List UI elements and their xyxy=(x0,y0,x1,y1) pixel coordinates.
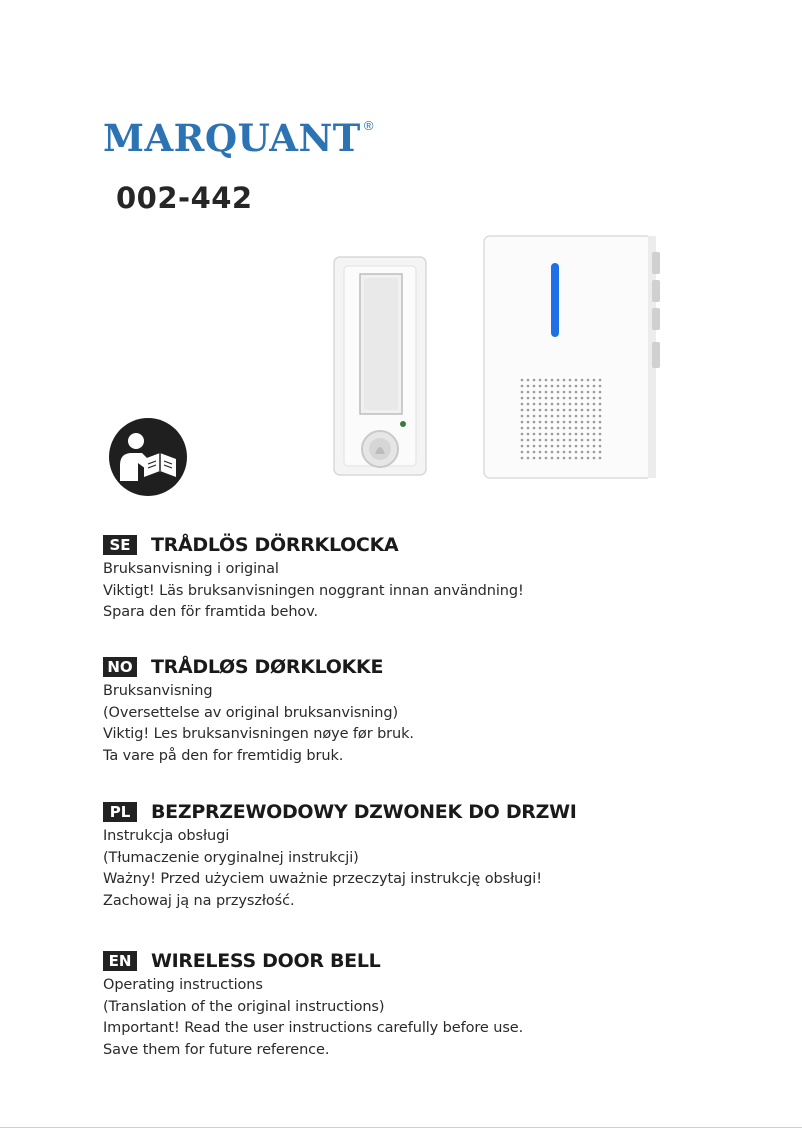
speaker-hole xyxy=(551,385,554,388)
speaker-hole xyxy=(539,427,542,430)
speaker-hole xyxy=(557,409,560,412)
section-line: Zachowaj ją na przyszłość. xyxy=(103,892,295,909)
speaker-hole xyxy=(539,385,542,388)
speaker-hole xyxy=(527,457,530,460)
speaker-hole xyxy=(545,451,548,454)
speaker-hole xyxy=(587,379,590,382)
section-line: Bruksanvisning i original xyxy=(103,561,279,577)
speaker-hole xyxy=(521,427,524,430)
speaker-hole xyxy=(581,421,584,424)
speaker-hole xyxy=(563,427,566,430)
speaker-hole xyxy=(557,397,560,400)
speaker-hole xyxy=(527,415,530,418)
speaker-hole xyxy=(545,457,548,460)
speaker-hole xyxy=(563,385,566,388)
speaker-hole xyxy=(563,379,566,382)
speaker-hole xyxy=(527,391,530,394)
speaker-hole xyxy=(557,421,560,424)
speaker-hole xyxy=(533,409,536,412)
speaker-hole xyxy=(599,457,602,460)
speaker-hole xyxy=(527,379,530,382)
speaker-hole xyxy=(527,409,530,412)
speaker-hole xyxy=(533,457,536,460)
speaker-hole xyxy=(557,439,560,442)
section-line: Operating instructions xyxy=(103,977,263,993)
speaker-hole xyxy=(587,421,590,424)
speaker-hole xyxy=(575,427,578,430)
speaker-hole xyxy=(593,409,596,412)
speaker-hole xyxy=(593,403,596,406)
speaker-hole xyxy=(527,403,530,406)
speaker-hole xyxy=(539,451,542,454)
language-badge-no: NO xyxy=(103,657,137,677)
speaker-hole xyxy=(539,433,542,436)
section-se xyxy=(103,532,524,624)
speaker-hole xyxy=(545,409,548,412)
speaker-hole xyxy=(545,385,548,388)
speaker-hole xyxy=(599,409,602,412)
speaker-hole xyxy=(539,457,542,460)
registered-mark: ® xyxy=(363,118,374,133)
speaker-hole xyxy=(539,397,542,400)
speaker-hole xyxy=(599,427,602,430)
speaker-hole xyxy=(545,391,548,394)
speaker-hole xyxy=(533,385,536,388)
section-title-pl: BEZPRZEWODOWY DZWONEK DO DRZWI xyxy=(151,801,577,823)
speaker-hole xyxy=(533,427,536,430)
speaker-hole xyxy=(563,457,566,460)
section-title-en: WIRELESS DOOR BELL xyxy=(151,950,381,972)
speaker-hole xyxy=(521,457,524,460)
speaker-hole xyxy=(599,445,602,448)
speaker-hole xyxy=(569,391,572,394)
speaker-hole xyxy=(599,403,602,406)
doorbell-product-image xyxy=(330,230,670,490)
speaker-hole xyxy=(587,445,590,448)
speaker-hole xyxy=(599,451,602,454)
speaker-hole xyxy=(569,379,572,382)
receiver-chime-unit xyxy=(484,236,660,478)
speaker-hole xyxy=(563,409,566,412)
section-line: (Translation of the original instructions) xyxy=(103,998,385,1015)
speaker-hole xyxy=(521,397,524,400)
speaker-hole xyxy=(581,409,584,412)
speaker-hole xyxy=(593,415,596,418)
brand-logo xyxy=(103,112,373,164)
speaker-hole xyxy=(581,403,584,406)
speaker-hole xyxy=(575,391,578,394)
speaker-hole xyxy=(587,433,590,436)
brand-name: MARQUANT xyxy=(103,116,361,160)
speaker-hole xyxy=(569,397,572,400)
speaker-hole xyxy=(569,421,572,424)
speaker-hole xyxy=(587,451,590,454)
speaker-hole xyxy=(575,415,578,418)
speaker-hole xyxy=(563,451,566,454)
speaker-hole xyxy=(545,397,548,400)
speaker-hole xyxy=(551,391,554,394)
speaker-hole xyxy=(551,427,554,430)
speaker-hole xyxy=(551,439,554,442)
speaker-hole xyxy=(533,397,536,400)
read-manual-icon xyxy=(108,417,188,497)
speaker-hole xyxy=(575,445,578,448)
speaker-hole xyxy=(521,379,524,382)
speaker-hole xyxy=(557,379,560,382)
speaker-hole xyxy=(599,421,602,424)
speaker-hole xyxy=(593,379,596,382)
speaker-hole xyxy=(569,403,572,406)
speaker-hole xyxy=(563,433,566,436)
section-line: (Oversettelse av original bruksanvisning) xyxy=(103,704,399,721)
speaker-hole xyxy=(587,385,590,388)
speaker-hole xyxy=(569,451,572,454)
section-title-se: TRÅDLÖS DÖRRKLOCKA xyxy=(151,534,399,556)
speaker-hole xyxy=(563,397,566,400)
speaker-hole xyxy=(521,421,524,424)
section-title-no: TRÅDLØS DØRKLOKKE xyxy=(151,656,384,678)
speaker-hole xyxy=(593,433,596,436)
section-line: Ta vare på den for fremtidig bruk. xyxy=(103,747,344,764)
speaker-hole xyxy=(569,445,572,448)
speaker-hole xyxy=(581,445,584,448)
section-en xyxy=(103,948,523,1061)
speaker-hole xyxy=(533,439,536,442)
section-line: Viktigt! Läs bruksanvisningen noggrant innan användning! xyxy=(103,582,524,599)
speaker-hole xyxy=(545,415,548,418)
page-bottom-rule xyxy=(0,1127,802,1128)
speaker-hole xyxy=(539,403,542,406)
speaker-hole xyxy=(539,409,542,412)
speaker-hole xyxy=(539,421,542,424)
section-line: Bruksanvisning xyxy=(103,683,213,699)
speaker-hole xyxy=(521,433,524,436)
speaker-hole xyxy=(569,415,572,418)
speaker-hole xyxy=(599,391,602,394)
speaker-hole xyxy=(599,415,602,418)
speaker-hole xyxy=(533,445,536,448)
speaker-hole xyxy=(521,391,524,394)
speaker-hole xyxy=(557,403,560,406)
speaker-hole xyxy=(581,391,584,394)
speaker-hole xyxy=(569,409,572,412)
speaker-hole xyxy=(593,451,596,454)
speaker-hole xyxy=(593,397,596,400)
speaker-hole xyxy=(587,397,590,400)
speaker-hole xyxy=(581,415,584,418)
speaker-hole xyxy=(545,433,548,436)
section-no xyxy=(103,654,414,767)
speaker-hole xyxy=(587,427,590,430)
speaker-hole xyxy=(551,457,554,460)
speaker-hole xyxy=(539,391,542,394)
speaker-hole xyxy=(527,427,530,430)
speaker-hole xyxy=(557,445,560,448)
section-line: (Tłumaczenie oryginalnej instrukcji) xyxy=(103,849,359,866)
speaker-hole xyxy=(527,397,530,400)
speaker-hole xyxy=(599,439,602,442)
speaker-hole xyxy=(521,415,524,418)
speaker-hole xyxy=(581,397,584,400)
section-line: Viktig! Les bruksanvisningen nøye før bruk. xyxy=(103,726,414,742)
section-line: Ważny! Przed użyciem uważnie przeczytaj instrukcję obsługi! xyxy=(103,871,542,887)
language-badge-en: EN xyxy=(103,951,137,971)
speaker-hole xyxy=(593,427,596,430)
speaker-hole xyxy=(575,397,578,400)
speaker-hole xyxy=(551,403,554,406)
speaker-hole xyxy=(545,445,548,448)
speaker-hole xyxy=(557,427,560,430)
speaker-hole xyxy=(587,439,590,442)
speaker-hole xyxy=(575,403,578,406)
speaker-hole xyxy=(575,409,578,412)
speaker-hole xyxy=(575,385,578,388)
speaker-hole xyxy=(575,379,578,382)
speaker-hole xyxy=(539,379,542,382)
section-line: Spara den för framtida behov. xyxy=(103,604,319,620)
speaker-hole xyxy=(527,439,530,442)
speaker-hole xyxy=(539,439,542,442)
speaker-hole xyxy=(557,433,560,436)
speaker-hole xyxy=(587,457,590,460)
speaker-hole xyxy=(533,403,536,406)
speaker-hole xyxy=(533,451,536,454)
speaker-hole xyxy=(551,445,554,448)
speaker-hole xyxy=(593,439,596,442)
speaker-hole xyxy=(557,451,560,454)
speaker-hole xyxy=(581,457,584,460)
language-badge-pl: PL xyxy=(103,802,137,822)
speaker-hole xyxy=(587,403,590,406)
speaker-hole xyxy=(563,445,566,448)
speaker-hole xyxy=(575,439,578,442)
speaker-hole xyxy=(593,391,596,394)
speaker-hole xyxy=(545,403,548,406)
speaker-hole xyxy=(539,445,542,448)
speaker-hole xyxy=(521,445,524,448)
push-button-transmitter xyxy=(334,257,426,475)
speaker-hole xyxy=(575,421,578,424)
speaker-hole xyxy=(545,427,548,430)
section-line: Save them for future reference. xyxy=(103,1041,330,1058)
speaker-hole xyxy=(545,379,548,382)
speaker-hole xyxy=(593,457,596,460)
speaker-hole xyxy=(581,433,584,436)
speaker-hole xyxy=(581,385,584,388)
speaker-hole xyxy=(593,385,596,388)
speaker-hole xyxy=(581,427,584,430)
speaker-hole xyxy=(551,421,554,424)
speaker-hole xyxy=(599,397,602,400)
speaker-hole xyxy=(521,403,524,406)
section-line: Important! Read the user instructions carefully before use. xyxy=(103,1020,524,1036)
speaker-hole xyxy=(527,433,530,436)
speaker-hole xyxy=(551,409,554,412)
speaker-hole xyxy=(581,451,584,454)
speaker-hole xyxy=(527,451,530,454)
speaker-hole xyxy=(533,421,536,424)
speaker-hole xyxy=(557,391,560,394)
speaker-hole xyxy=(569,457,572,460)
speaker-hole xyxy=(551,433,554,436)
speaker-hole xyxy=(551,379,554,382)
speaker-hole xyxy=(563,439,566,442)
speaker-hole xyxy=(569,433,572,436)
speaker-hole xyxy=(551,397,554,400)
speaker-hole xyxy=(545,439,548,442)
speaker-hole xyxy=(587,391,590,394)
speaker-hole xyxy=(527,421,530,424)
speaker-hole xyxy=(521,451,524,454)
speaker-hole xyxy=(575,457,578,460)
speaker-hole xyxy=(593,421,596,424)
speaker-hole xyxy=(521,385,524,388)
speaker-hole xyxy=(533,391,536,394)
speaker-hole xyxy=(557,457,560,460)
speaker-hole xyxy=(575,451,578,454)
speaker-hole xyxy=(599,379,602,382)
speaker-hole xyxy=(569,439,572,442)
speaker-hole xyxy=(581,439,584,442)
speaker-hole xyxy=(527,445,530,448)
speaker-hole xyxy=(581,379,584,382)
model-number: 002-442 xyxy=(116,181,253,215)
speaker-hole xyxy=(521,439,524,442)
speaker-hole xyxy=(563,403,566,406)
section-pl xyxy=(103,799,577,912)
speaker-hole xyxy=(527,385,530,388)
speaker-hole xyxy=(539,415,542,418)
speaker-hole xyxy=(599,433,602,436)
section-line: Instrukcja obsługi xyxy=(103,828,230,844)
speaker-hole xyxy=(557,385,560,388)
language-badge-se: SE xyxy=(103,535,137,555)
speaker-hole xyxy=(599,385,602,388)
speaker-hole xyxy=(575,433,578,436)
speaker-hole xyxy=(545,421,548,424)
speaker-hole xyxy=(563,391,566,394)
speaker-hole xyxy=(569,385,572,388)
speaker-hole xyxy=(521,409,524,412)
speaker-hole xyxy=(593,445,596,448)
speaker-hole xyxy=(551,451,554,454)
speaker-hole xyxy=(533,415,536,418)
speaker-hole xyxy=(551,415,554,418)
speaker-hole xyxy=(587,409,590,412)
speaker-hole xyxy=(563,421,566,424)
speaker-hole xyxy=(533,379,536,382)
speaker-hole xyxy=(557,415,560,418)
speaker-hole xyxy=(587,415,590,418)
speaker-hole xyxy=(533,433,536,436)
speaker-hole xyxy=(563,415,566,418)
speaker-hole xyxy=(569,427,572,430)
